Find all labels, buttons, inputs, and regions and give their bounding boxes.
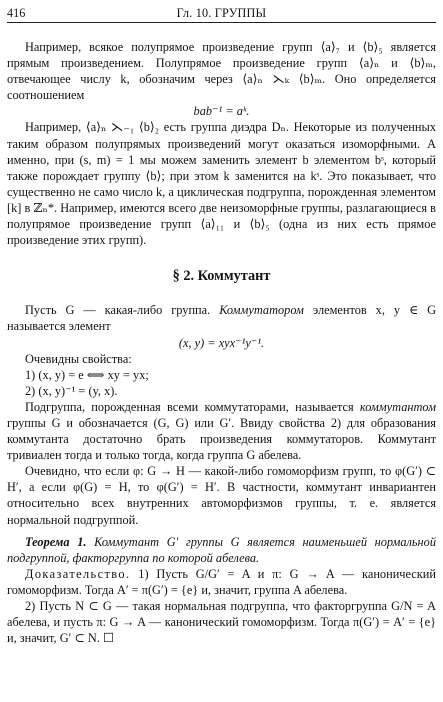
- paragraph-commutator-definition: [7, 302, 436, 334]
- proof-part-1: [7, 566, 436, 598]
- theorem-1: [7, 534, 436, 566]
- running-title: Гл. 10. ГРУППЫ: [176, 6, 267, 20]
- paragraph-commutant-definition: [7, 399, 436, 463]
- text-run: 1) Пусть G/G′ = A и π: G → A — канонический гомоморфизм. Тогда A′ = π(G′) = {e} и, значит, группа A абелева.: [7, 566, 436, 597]
- section-heading: § 2. Коммутант: [172, 268, 271, 285]
- text-run: группы G и обозначается (G, G) или G′. Ввиду свойства 2) для образования коммутанта достаточно брать произведения коммутаторов. Коммутант тривиален тогда и только тогда, когда группа G абелева.: [7, 415, 436, 463]
- formula-commutator: (x, y) = xyx⁻¹y⁻¹.: [178, 335, 265, 350]
- page-body: [7, 39, 436, 646]
- paragraph-homomorphism: Очевидно, что если φ: G → H — какой-либо гомоморфизм групп, то φ(G′) ⊂ H′, а если φ(G) = H, то φ(G′) = H′. В частности, коммутант инвариантен относительно всех внутренних автоморфизмов группы, т. е. является нормальной подгруппой.: [7, 464, 436, 527]
- paragraph-dihedral-example: Например, ⟨a⟩ₙ ⋋₋₁ ⟨b⟩₂ есть группа диэдра Dₙ. Некоторые из полученных таким образом полупрямых произведений могут оказаться изоморфными. А именно, при (s, m) = 1 мы можем заменить элемент b элементом bˢ, который также порождает группу ⟨b⟩; при этом k заменится на kˢ. Это показывает, что существенно не само число k, а циклическая подгруппа, порожденная элементом [k] в ℤₙ*. Например, имеются всего две неизоморфные группы, разлагающиеся в полупрямое произведение групп ⟨a⟩₁₁ и ⟨b⟩₅ (одна из них есть прямое произведение этих групп).: [7, 120, 436, 248]
- theorem-statement: Коммутант G′ группы G является наименьшей нормальной подгруппой, факторгруппа по которой абелева.: [7, 534, 437, 565]
- paragraph-semidirect-intro: Например, всякое полупрямое произведение групп ⟨a⟩₇ и ⟨b⟩₅ является прямым произведением. Полупрямое произведение групп ⟨a⟩ₙ и ⟨b⟩ₘ, отвечающее числу k, обозначим через ⟨a⟩ₙ ⋋ₖ ⟨b⟩ₘ. Оно определяется соотношением: [7, 40, 436, 103]
- property-2: 2) (x, y)⁻¹ = (y, x).: [25, 383, 118, 398]
- page-header: [7, 4, 436, 23]
- page-number: 416: [7, 6, 26, 20]
- property-1: 1) (x, y) = e ⟺ xy = yx;: [25, 367, 149, 382]
- term-commutant: коммутантом: [359, 399, 436, 414]
- term-commutator: Коммутатором: [219, 303, 304, 318]
- proof-part-2: 2) Пусть N ⊂ G — такая нормальная подгруппа, что факторгруппа G/N = A абелева, и пусть π: G → A — канонический гомоморфизм. Тогда π(G′) = A′ = {e} и, значит, G′ ⊂ N. ☐: [7, 599, 436, 646]
- text-run: элементов x, y ∈ G называется элемент: [7, 303, 436, 334]
- text-run: Пусть G — какая-либо группа.: [25, 303, 220, 318]
- theorem-label: Теорема 1.: [25, 534, 87, 549]
- proof-label: Доказательство.: [25, 566, 131, 581]
- formula-relation: bab⁻¹ = aᵏ.: [193, 104, 250, 119]
- text-run: Подгруппа, порожденная всеми коммутаторами, называется: [25, 399, 360, 414]
- paragraph-properties-intro: Очевидны свойства:: [25, 351, 132, 366]
